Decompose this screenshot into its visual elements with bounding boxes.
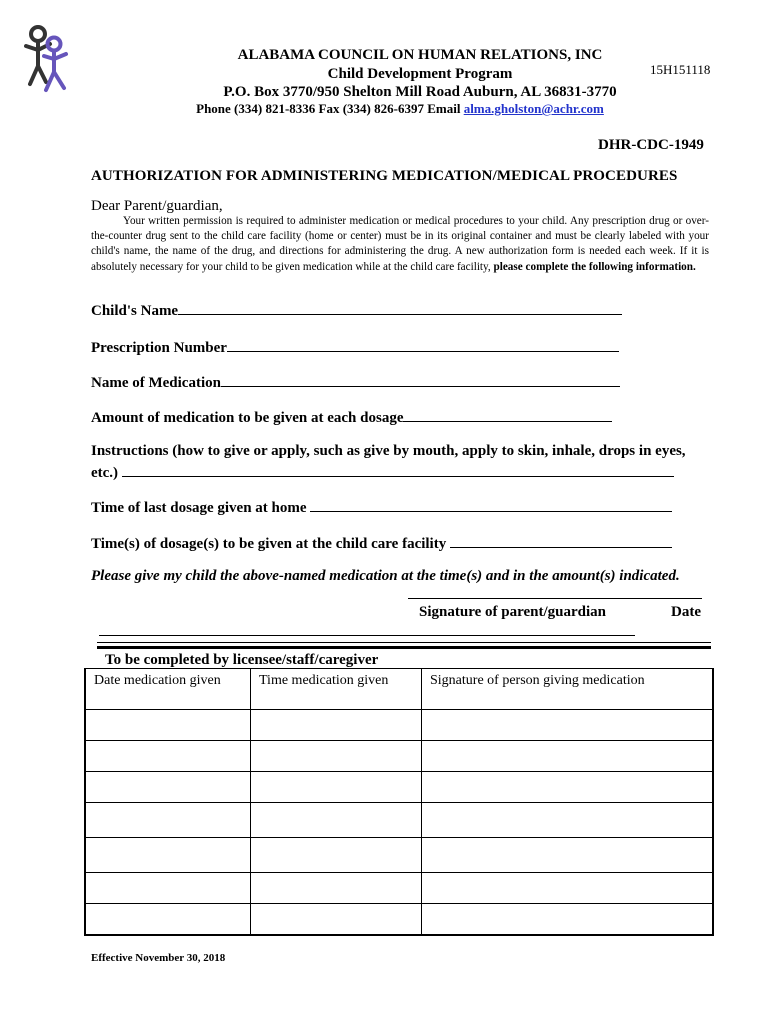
table-row: [85, 873, 713, 904]
table-row: [85, 741, 713, 772]
column-header-time: Time medication given: [251, 669, 422, 710]
consent-statement: Please give my child the above-named medication at the time(s) and in the amount(s) indicated.: [91, 568, 680, 584]
log-table-title: To be completed by licensee/staff/caregiver: [105, 652, 379, 668]
instructions-label-line1: Instructions (how to give or apply, such as give by mouth, apply to skin, inhale, drops in eyes,: [91, 443, 686, 459]
table-row: [85, 904, 713, 936]
date-cell[interactable]: [85, 873, 251, 904]
organization-address: P.O. Box 3770/950 Shelton Mill Road Auburn, AL 36831-3770: [223, 84, 617, 100]
signature-cell[interactable]: [422, 772, 714, 803]
parent-signature-label: Signature of parent/guardian: [419, 604, 606, 620]
effective-date: Effective November 30, 2018: [91, 952, 226, 964]
program-name: Child Development Program: [327, 66, 513, 82]
signature-cell[interactable]: [422, 904, 714, 936]
prescription-number-field[interactable]: [91, 337, 619, 357]
date-cell[interactable]: [85, 772, 251, 803]
signature-date-label: Date: [671, 604, 701, 620]
dosage-times-label: Time(s) of dosage(s) to be given at the child care facility: [91, 536, 447, 552]
date-cell[interactable]: [85, 904, 251, 936]
printed-name-line[interactable]: [99, 635, 635, 636]
date-cell[interactable]: [85, 710, 251, 741]
time-cell[interactable]: [251, 803, 422, 838]
last-dosage-label: Time of last dosage given at home: [91, 500, 307, 516]
time-cell[interactable]: [251, 838, 422, 873]
contact-info: [120, 101, 680, 117]
parent-signature-line[interactable]: [408, 598, 702, 599]
dosage-times-field[interactable]: [91, 533, 672, 553]
signature-cell[interactable]: [422, 873, 714, 904]
section-divider-thin: [97, 642, 711, 643]
amount-label: Amount of medication to be given at each dosage: [91, 410, 404, 426]
column-header-date: Date medication given: [85, 669, 251, 710]
document-code: 15H151118: [650, 62, 711, 77]
last-dosage-input-line[interactable]: [310, 497, 672, 512]
last-dosage-field[interactable]: [91, 497, 672, 517]
intro-text: Your written permission is required to administer medication or medical procedures to your child. Any prescription drug or over-the-counter drug sent to the child care facility (home or center) must be in its original container and must be clearly labeled with your child's name, the name of the drug, and directions for administering the drug. A new authorization form is needed each week. If it is absolutely necessary for your child to be given medication while at the child care facility,: [91, 215, 709, 273]
instructions-field[interactable]: [91, 462, 674, 482]
medication-name-label: Name of Medication: [91, 375, 221, 391]
instructions-input-line[interactable]: [122, 462, 674, 477]
child-name-label: Child's Name: [91, 303, 179, 319]
organization-logo-icon: [24, 24, 72, 94]
contact-phone-fax: Phone (334) 821-8336 Fax (334) 826-6397 Email: [196, 101, 464, 116]
prescription-number-input-line[interactable]: [227, 337, 619, 352]
email-link[interactable]: alma.gholston@achr.com: [463, 101, 604, 116]
dosage-times-input-line[interactable]: [450, 533, 672, 548]
signature-cell[interactable]: [422, 741, 714, 772]
medication-name-input-line[interactable]: [221, 372, 620, 387]
table-row: [85, 710, 713, 741]
time-cell[interactable]: [251, 710, 422, 741]
signature-cell[interactable]: [422, 710, 714, 741]
section-divider-thick: [97, 646, 711, 649]
table-row: [85, 838, 713, 873]
date-cell[interactable]: [85, 803, 251, 838]
time-cell[interactable]: [251, 741, 422, 772]
medication-name-field[interactable]: [91, 372, 620, 392]
date-cell[interactable]: [85, 838, 251, 873]
time-cell[interactable]: [251, 904, 422, 936]
table-row: [85, 803, 713, 838]
time-cell[interactable]: [251, 873, 422, 904]
signature-cell[interactable]: [422, 803, 714, 838]
medication-log-table: [84, 668, 714, 936]
intro-paragraph: [91, 214, 709, 275]
amount-input-line[interactable]: [403, 407, 612, 422]
signature-cell[interactable]: [422, 838, 714, 873]
date-cell[interactable]: [85, 741, 251, 772]
child-name-field[interactable]: [91, 300, 622, 320]
table-header-row: [85, 669, 713, 710]
amount-field[interactable]: [91, 407, 612, 427]
intro-bold-tail: please complete the following information.: [493, 260, 696, 273]
child-name-input-line[interactable]: [178, 300, 622, 315]
column-header-signature: Signature of person giving medication: [422, 669, 714, 710]
form-id: DHR-CDC-1949: [598, 137, 704, 153]
prescription-number-label: Prescription Number: [91, 340, 227, 356]
table-row: [85, 772, 713, 803]
organization-name: ALABAMA COUNCIL ON HUMAN RELATIONS, INC: [237, 47, 603, 63]
form-title: AUTHORIZATION FOR ADMINISTERING MEDICATION/MEDICAL PROCEDURES: [91, 168, 678, 184]
time-cell[interactable]: [251, 772, 422, 803]
instructions-label-line2: etc.): [91, 465, 119, 481]
greeting: Dear Parent/guardian,: [91, 198, 223, 214]
